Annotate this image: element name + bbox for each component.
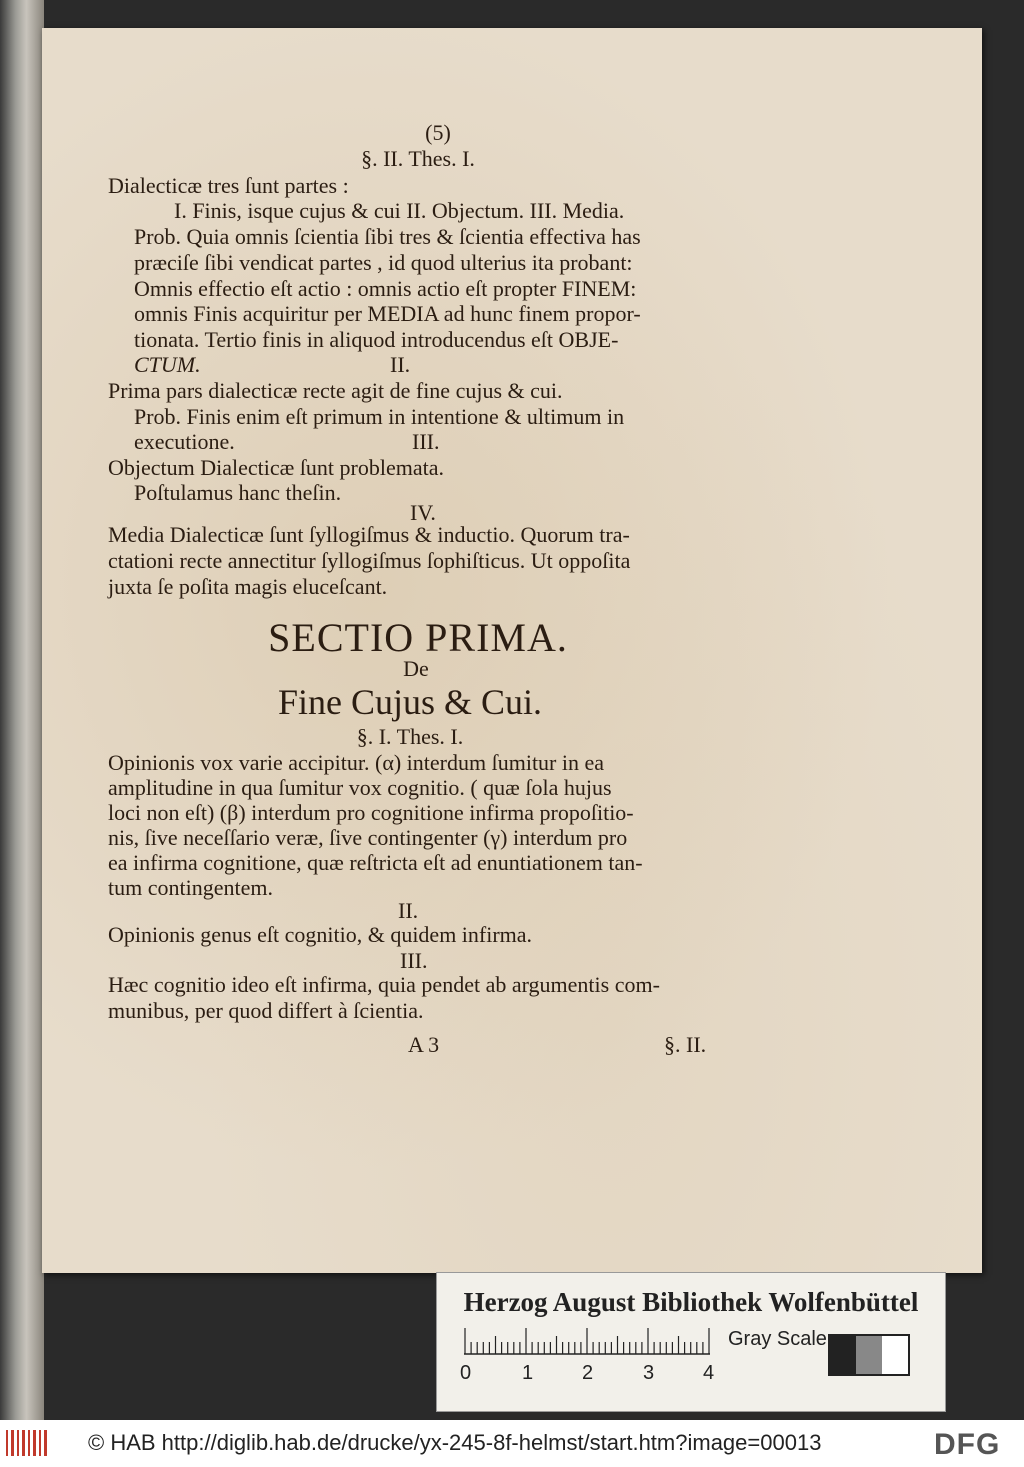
footer-bar <box>0 1420 1024 1467</box>
text-line: I. Finis, isque cujus & cui II. Objectum. III. Media. <box>174 198 625 223</box>
text-line: Prob. Finis enim eſt primum in intentione & ultimum in <box>134 404 625 429</box>
text-line: Hæc cognitio ideo eſt infirma, quia pendet ab argumentis com- <box>108 972 660 997</box>
text-line: munibus, per quod differt à ſcientia. <box>108 998 424 1023</box>
heading-section-1: §. I. Thes. I. <box>356 724 464 749</box>
thesis-number: IV. <box>410 500 436 525</box>
thesis-number: III. <box>412 429 440 454</box>
text-line: ea infirma cognitione, quæ reſtricta eſt ad enuntiationem tan- <box>108 850 643 875</box>
grayscale-swatch <box>828 1334 910 1376</box>
section-subtitle: Fine Cujus & Cui. <box>277 682 543 722</box>
text-line: Poſtulamus hanc theſin. <box>134 480 342 505</box>
ruler-tick-label: 0 <box>460 1362 472 1384</box>
page-number: (5) <box>425 120 451 145</box>
text-line: tum contingentem. <box>108 875 273 900</box>
book-spine-edge <box>0 0 44 1420</box>
text-line: nis, ſive neceſſario veræ, ſive contingenter (γ) interdum pro <box>108 825 628 850</box>
text-line: Omnis effectio eſt actio : omnis actio eſt propter FINEM: <box>134 276 637 301</box>
signature-mark: A 3 <box>408 1032 440 1057</box>
text-line: loci non eſt) (β) interdum pro cognitione infirma propoſitio- <box>108 800 634 825</box>
barcode-icon <box>6 1428 50 1458</box>
catchword: §. II. <box>664 1032 707 1057</box>
text-line: Opinionis genus eſt cognitio, & quidem infirma. <box>108 922 533 947</box>
grayscale-label: Gray Scale <box>728 1328 827 1350</box>
section-preposition: De <box>403 656 429 681</box>
text-line: ctationi recte annectitur ſyllogiſmus ſophiſticus. Ut oppoſita <box>108 548 631 573</box>
text-line: Prima pars dialecticæ recte agit de fine cujus & cui. <box>108 378 563 403</box>
text-line: Media Dialecticæ ſunt ſyllogiſmus & inductio. Quorum tra- <box>108 522 630 547</box>
text-line: CTUM. <box>134 352 201 377</box>
library-name: Herzog August Bibliothek Wolfenbüttel <box>463 1287 919 1317</box>
book-page <box>42 28 982 1273</box>
ruler-tick-label: 2 <box>582 1362 594 1384</box>
text-line: Prob. Quia omnis ſcientia ſibi tres & ſcientia effectiva has <box>134 224 641 249</box>
text-line: executione. <box>134 429 235 454</box>
thesis-number: III. <box>400 948 428 973</box>
text-line: omnis Finis acquiritur per MEDIA ad hunc finem propor- <box>134 301 641 326</box>
text-line: amplitudine in qua ſumitur vox cognitio. ( quæ ſola hujus <box>108 775 612 800</box>
thesis-number: II. <box>398 898 419 923</box>
ruler-tick-label: 3 <box>643 1362 655 1384</box>
text-line: tionata. Tertio finis in aliquod introducendus eſt OBJE- <box>134 327 619 352</box>
text-line: præciſe ſibi vendicat partes , id quod ulterius ita probant: <box>134 250 633 275</box>
scale-ruler <box>464 1325 714 1355</box>
ruler-tick-label: 1 <box>522 1362 534 1384</box>
text-line: Dialecticæ tres ſunt partes : <box>108 173 349 198</box>
ruler-tick-label: 4 <box>703 1362 715 1384</box>
thesis-number: II. <box>390 352 411 377</box>
heading-section-2: §. II. Thes. I. <box>361 146 475 171</box>
text-line: juxta ſe poſita magis eluceſcant. <box>108 574 388 599</box>
citation-link[interactable]: © HAB http://diglib.hab.de/drucke/yx-245-8f-helmst/start.htm?image=00013 <box>88 1430 822 1455</box>
section-title: SECTIO PRIMA. <box>268 615 568 660</box>
text-line: Objectum Dialecticæ ſunt problemata. <box>108 455 445 480</box>
text-line: Opinionis vox varie accipitur. (α) interdum ſumitur in ea <box>108 750 605 775</box>
dfg-logo: DFG <box>934 1428 1001 1461</box>
